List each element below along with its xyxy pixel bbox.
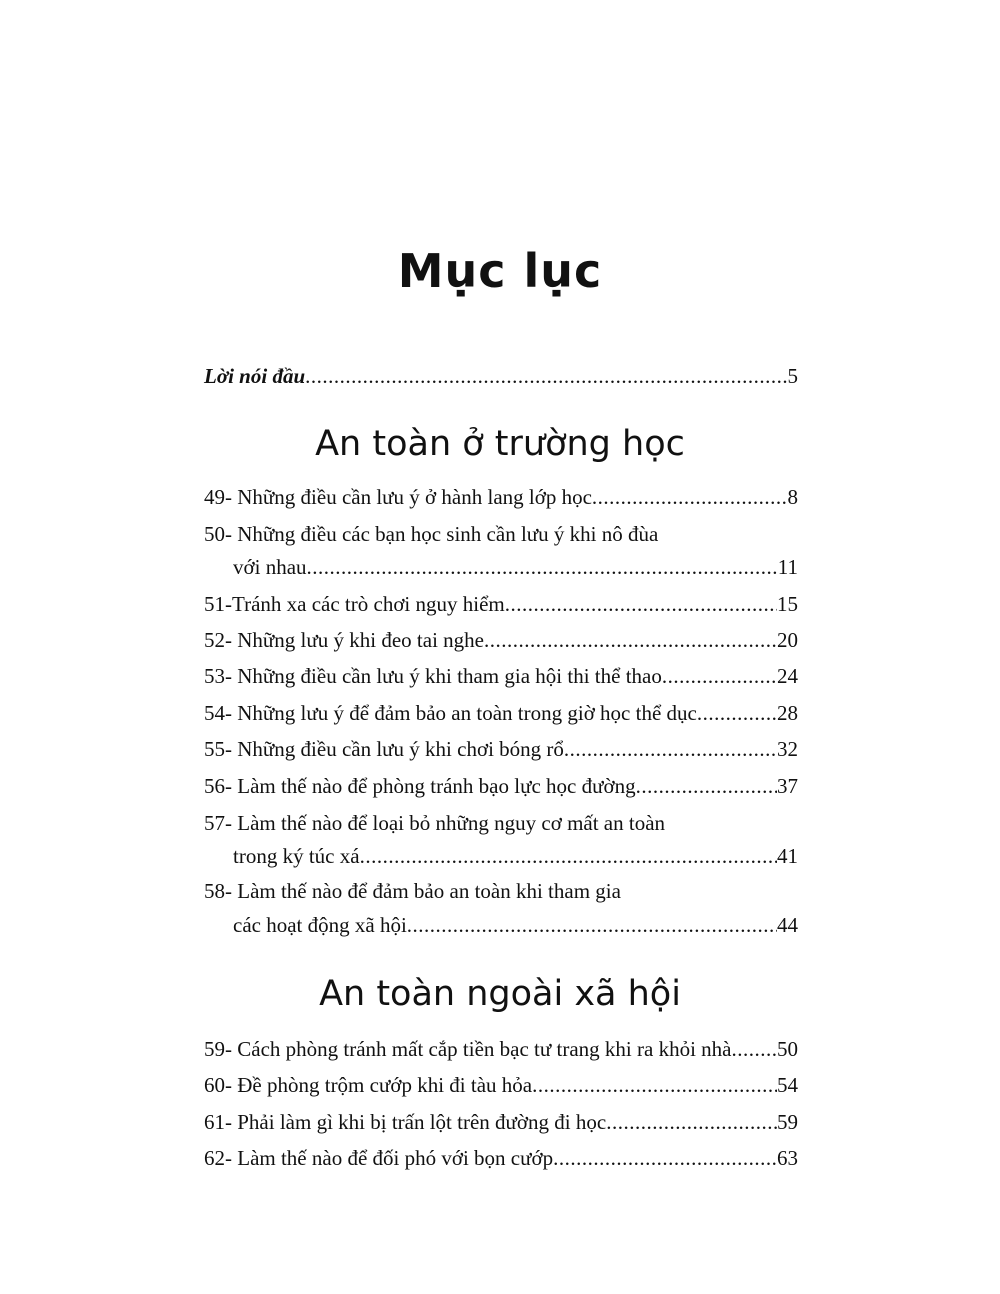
toc-entry-text: 53- Những điều cần lưu ý khi tham gia hội thi thể thao: [204, 664, 662, 688]
dot-leader: [564, 732, 777, 766]
toc-page-number: 37: [777, 774, 798, 798]
toc-entry-preface[interactable]: [204, 359, 798, 393]
dot-leader: [606, 1105, 777, 1139]
page-title: Mục lục: [397, 244, 603, 298]
dot-leader: [532, 1068, 777, 1102]
toc-page-number: 8: [787, 485, 798, 509]
toc-entry-text: 61- Phải làm gì khi bị trấn lột trên đường đi học: [204, 1110, 607, 1134]
toc-entry-58[interactable]: [233, 908, 798, 942]
toc-entry-57[interactable]: [233, 839, 798, 873]
toc-entry-text: 60- Đề phòng trộm cướp khi đi tàu hỏa: [204, 1073, 533, 1097]
dot-leader: [305, 359, 787, 393]
toc-entry-61[interactable]: [204, 1105, 798, 1139]
toc-page-number: 24: [777, 664, 798, 688]
toc-page-number: 5: [787, 364, 798, 388]
toc-entry-text: 51-Tránh xa các trò chơi nguy hiểm: [204, 592, 505, 616]
toc-entry-59[interactable]: [204, 1032, 798, 1066]
toc-page-number: 54: [777, 1073, 798, 1097]
dot-leader: [307, 550, 778, 584]
toc-entry-text: 59- Cách phòng tránh mất cắp tiền bạc tư trang khi ra khỏi nhà: [204, 1037, 732, 1061]
toc-page-number: 11: [777, 555, 798, 579]
toc-page-number: 44: [777, 913, 798, 937]
toc-entry-51[interactable]: [204, 587, 798, 621]
toc-page-number: 28: [777, 701, 798, 725]
toc-entry-50-line1[interactable]: 50- Những điều các bạn học sinh cần lưu ý khi nô đùa: [204, 522, 659, 546]
dot-leader: [697, 696, 777, 730]
toc-page-number: 63: [777, 1146, 798, 1170]
toc-entry-62[interactable]: [204, 1141, 798, 1175]
dot-leader: [731, 1032, 777, 1066]
toc-page-number: 20: [777, 628, 798, 652]
toc-entry-text: 49- Những điều cần lưu ý ở hành lang lớp học: [204, 485, 592, 509]
toc-page-number: 41: [777, 844, 798, 868]
toc-entry-text: trong ký túc xá: [233, 844, 360, 868]
toc-entry-52[interactable]: [204, 623, 798, 657]
toc-entry-50[interactable]: [233, 550, 798, 584]
toc-entry-text: 62- Làm thế nào để đối phó với bọn cướp: [204, 1146, 554, 1170]
dot-leader: [407, 908, 777, 942]
toc-entry-text: 55- Những điều cần lưu ý khi chơi bóng rổ: [204, 737, 564, 761]
toc-entry-53[interactable]: [204, 659, 798, 693]
toc-entry-57-line1[interactable]: 57- Làm thế nào để loại bỏ những nguy cơ mất an toàn: [204, 811, 666, 835]
toc-entry-55[interactable]: [204, 732, 798, 766]
toc-page-number: 50: [777, 1037, 798, 1061]
toc-entry-text: 56- Làm thế nào để phòng tránh bạo lực học đường: [204, 774, 636, 798]
dot-leader: [662, 659, 777, 693]
toc-entry-text: các hoạt động xã hội: [233, 913, 407, 937]
toc-entry-49[interactable]: [204, 480, 798, 514]
toc-entry-56[interactable]: [204, 769, 798, 803]
toc-entry-text: 54- Những lưu ý để đảm bảo an toàn trong giờ học thể dục: [204, 701, 697, 725]
dot-leader: [636, 769, 777, 803]
toc-entry-text: với nhau: [233, 555, 307, 579]
section-heading-society: An toàn ngoài xã hội: [319, 974, 681, 1014]
toc-entry-text: 52- Những lưu ý khi đeo tai nghe: [204, 628, 484, 652]
toc-entry-54[interactable]: [204, 696, 798, 730]
dot-leader: [553, 1141, 777, 1175]
dot-leader: [360, 839, 777, 873]
dot-leader: [484, 623, 777, 657]
section-heading-school: An toàn ở trường học: [315, 424, 685, 464]
toc-entry-60[interactable]: [204, 1068, 798, 1102]
toc-page-number: 32: [777, 737, 798, 761]
toc-page-number: 15: [777, 592, 798, 616]
toc-entry-58-line1[interactable]: 58- Làm thế nào để đảm bảo an toàn khi tham gia: [204, 879, 621, 903]
dot-leader: [505, 587, 777, 621]
toc-entry-text: Lời nói đầu: [204, 364, 306, 388]
toc-page-number: 59: [777, 1110, 798, 1134]
dot-leader: [592, 480, 788, 514]
